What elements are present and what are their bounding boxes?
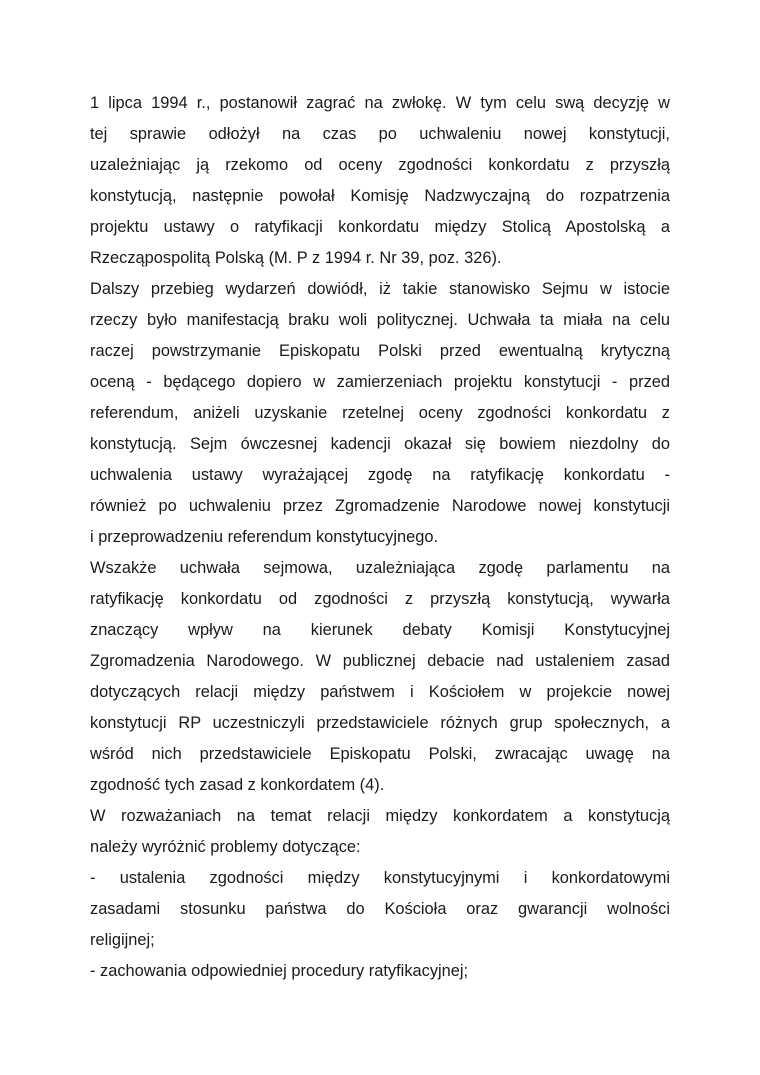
text-line: - zachowania odpowiedniej procedury ratyfikacyjnej; [90, 962, 469, 980]
list-item-2 [90, 956, 670, 987]
text-line: ratyfikację konkordatu od zgodności z przyszłą konstytucją, wywarła [90, 590, 670, 608]
text-line: rzeczy było manifestacją braku woli politycznej. Uchwała ta miała na celu [90, 311, 670, 329]
text-line: 1 lipca 1994 r., postanowił zagrać na zwłokę. W tym celu swą decyzję w [90, 94, 670, 112]
text-line: dotyczących relacji między państwem i Kościołem w projekcie nowej [90, 683, 670, 701]
text-line: referendum, aniżeli uzyskanie rzetelnej oceny zgodności konkordatu z [90, 404, 670, 422]
text-line: również po uchwaleniu przez Zgromadzenie Narodowe nowej konstytucji [90, 497, 670, 515]
text-line: konstytucją, następnie powołał Komisję Nadzwyczajną do rozpatrzenia [90, 187, 670, 205]
text-line: uzależniając ją rzekomo od oceny zgodności konkordatu z przyszłą [90, 156, 670, 174]
text-line: oceną - będącego dopiero w zamierzeniach projektu konstytucji - przed [90, 373, 670, 391]
paragraph-1 [90, 88, 670, 274]
text-line: znaczący wpływ na kierunek debaty Komisji Konstytucyjnej [90, 621, 670, 639]
text-line: projektu ustawy o ratyfikacji konkordatu między Stolicą Apostolską a [90, 218, 670, 236]
list-item-1 [90, 863, 670, 956]
text-line: zgodność tych zasad z konkordatem (4). [90, 776, 385, 794]
text-line: i przeprowadzeniu referendum konstytucyjnego. [90, 528, 439, 546]
text-line: raczej powstrzymanie Episkopatu Polski przed ewentualną krytyczną [90, 342, 670, 360]
text-line: konstytucji RP uczestniczyli przedstawiciele różnych grup społecznych, a [90, 714, 670, 732]
text-line: uchwalenia ustawy wyrażającej zgodę na ratyfikację konkordatu - [90, 466, 670, 484]
paragraph-2 [90, 274, 670, 553]
text-line: W rozważaniach na temat relacji między konkordatem a konstytucją [90, 807, 670, 825]
text-line: Zgromadzenia Narodowego. W publicznej debacie nad ustaleniem zasad [90, 652, 670, 670]
document-page [90, 88, 670, 987]
text-line: - ustalenia zgodności między konstytucyjnymi i konkordatowymi [90, 869, 670, 887]
paragraph-3 [90, 553, 670, 801]
text-line: zasadami stosunku państwa do Kościoła oraz gwarancji wolności [90, 900, 670, 918]
paragraph-4 [90, 801, 670, 863]
text-line: Dalszy przebieg wydarzeń dowiódł, iż takie stanowisko Sejmu w istocie [90, 280, 670, 298]
text-line: należy wyróżnić problemy dotyczące: [90, 838, 361, 856]
text-line: konstytucją. Sejm ówczesnej kadencji okazał się bowiem niezdolny do [90, 435, 670, 453]
text-line: religijnej; [90, 931, 155, 949]
text-line: tej sprawie odłożył na czas po uchwaleniu nowej konstytucji, [90, 125, 670, 143]
text-line: Rzecząpospolitą Polską (M. P z 1994 r. Nr 39, poz. 326). [90, 249, 502, 267]
text-line: Wszakże uchwała sejmowa, uzależniająca zgodę parlamentu na [90, 559, 670, 577]
text-line: wśród nich przedstawiciele Episkopatu Polski, zwracając uwagę na [90, 745, 670, 763]
